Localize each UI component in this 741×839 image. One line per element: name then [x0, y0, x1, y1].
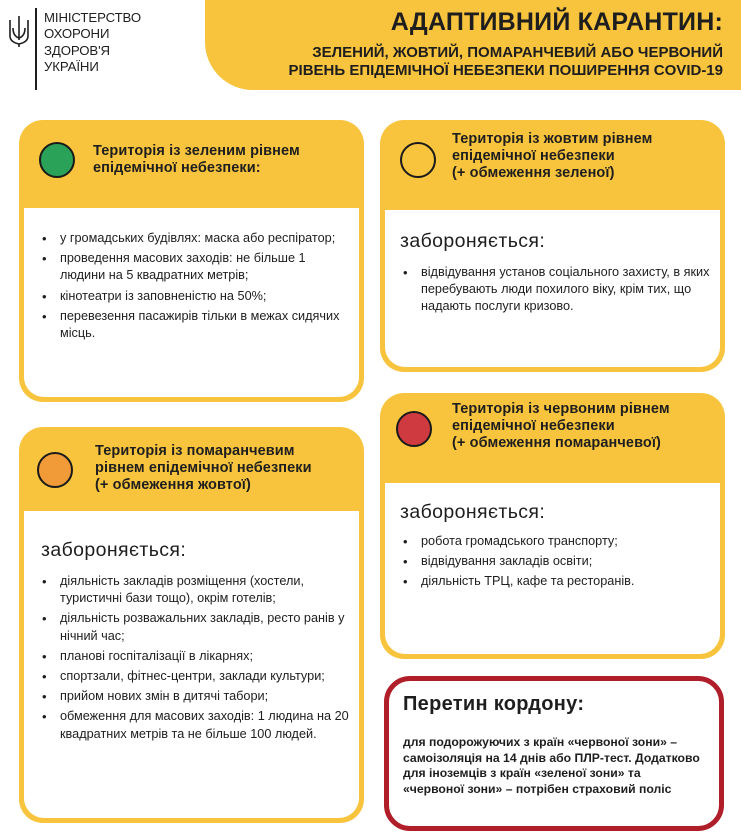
red-level-card — [380, 393, 725, 659]
ministry-logo — [8, 8, 198, 88]
list-item: • діяльність закладів розміщення (хостели, туристичні бази тощо), окрім готелів; — [40, 573, 350, 607]
yellow-level-indicator — [400, 142, 436, 178]
forbidden-label: забороняється: — [41, 539, 187, 561]
ministry-name: МІНІСТЕРСТВО ОХОРОНИ ЗДОРОВ'Я УКРАЇНИ — [44, 10, 141, 75]
card-title: Територія із червоним рівнем епідемічної небезпеки (+ обмеження помаранчевої) — [452, 401, 670, 452]
forbidden-label: забороняється: — [400, 230, 546, 252]
list-item: • проведення масових заходів: не більше 1 людини на 5 квадратних метрів; — [40, 250, 350, 284]
logo-divider — [35, 8, 37, 90]
orange-level-card — [19, 427, 364, 823]
trident-icon — [8, 14, 30, 48]
list-item: • планові госпіталізації в лікарнях; — [40, 648, 350, 665]
list-item: • кінотеатри із заповненістю на 50%; — [40, 288, 350, 305]
list-item: • діяльність розважальних закладів, ресто ранів у нічний час; — [40, 610, 350, 644]
green-level-indicator — [39, 142, 75, 178]
list-item: • прийом нових змін в дитячі табори; — [40, 688, 350, 705]
border-crossing-box — [384, 676, 724, 831]
border-crossing-text: для подорожуючих з країн «червоної зони» – самоізоляція на 14 днів або ПЛР-тест. Додатково для іноземців з країн «зеленої зони» та «червоної зони» – потрібен страховий поліс — [403, 735, 700, 796]
red-level-indicator — [396, 411, 432, 447]
list-item: • спортзали, фітнес-центри, заклади культури; — [40, 668, 350, 685]
list-item: • обмеження для масових заходів: 1 людина на 20 квадратних метрів та не більше 100 людей. — [40, 708, 350, 742]
page-subtitle: ЗЕЛЕНИЙ, ЖОВТИЙ, ПОМАРАНЧЕВИЙ АБО ЧЕРВОНИЙ РІВЕНЬ ЕПІДЕМІЧНОЇ НЕБЕЗПЕКИ ПОШИРЕННЯ COVID-19 — [288, 44, 723, 79]
card-title: Територія із помаранчевим рівнем епідемічної небезпеки (+ обмеження жовтої) — [95, 443, 312, 494]
orange-level-indicator — [37, 452, 73, 488]
list-item: • діяльність ТРЦ, кафе та ресторанів. — [401, 573, 711, 590]
card-body — [24, 511, 359, 818]
green-level-card — [19, 120, 364, 402]
card-body — [24, 208, 359, 397]
forbidden-label: забороняється: — [400, 501, 546, 523]
page-title: АДАПТИВНИЙ КАРАНТИН: — [390, 8, 723, 36]
card-body — [385, 210, 720, 367]
header-banner — [205, 0, 741, 90]
list-item: • відвідування закладів освіти; — [401, 553, 711, 570]
card-body — [385, 483, 720, 654]
list-item: • відвідування установ соціального захисту, в яких перебувають люди похилого віку, крім тих, що надають послуги кризово. — [401, 264, 711, 316]
list-item: • у громадських будівлях: маска або респіратор; — [40, 230, 350, 247]
yellow-level-card — [380, 120, 725, 372]
list-item: • робота громадського транспорту; — [401, 533, 711, 550]
list-item: • перевезення пасажирів тільки в межах сидячих місць. — [40, 308, 350, 342]
border-crossing-title: Перетин кордону: — [403, 693, 585, 715]
card-title: Територія із жовтим рівнем епідемічної небезпеки (+ обмеження зеленої) — [452, 131, 653, 182]
card-title: Територія із зеленим рівнем епідемічної небезпеки: — [93, 143, 300, 177]
